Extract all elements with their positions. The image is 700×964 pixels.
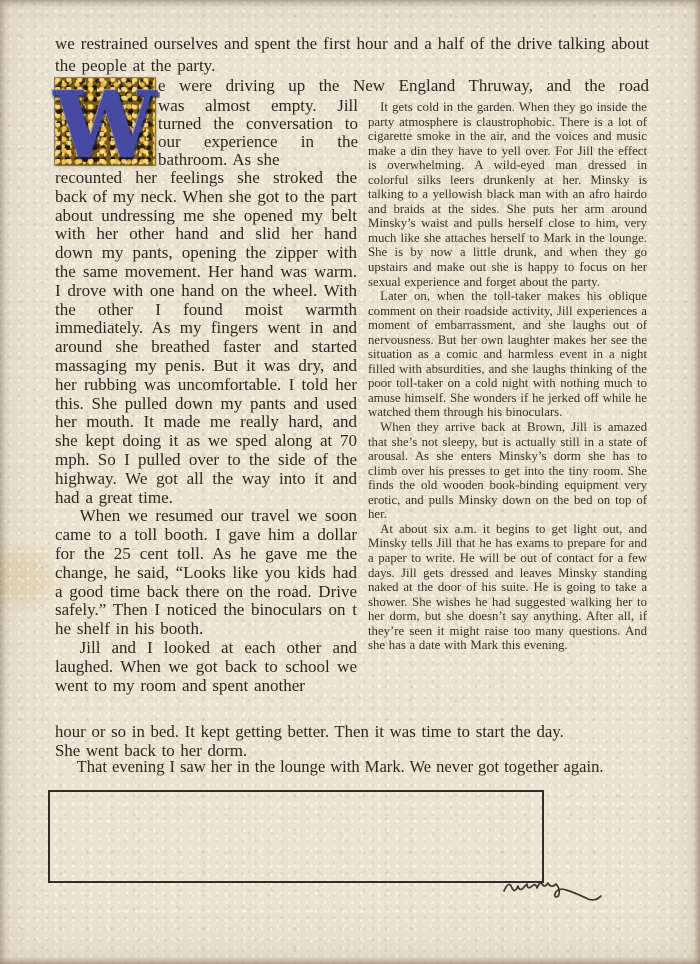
text-beside-dropcap: was almost empty. Jill turned the conversation to our experience in the bathroom. As she: [158, 96, 358, 169]
dropcap-letter-w: W: [53, 70, 157, 179]
right-column: [368, 100, 647, 653]
empty-caption-box: [48, 790, 544, 883]
left-paragraph: When we resumed our travel we soon came to a toll booth. I gave him a dollar for the 25 cent toll. As he gave me the change, he said, “Looks like you kids had a good time back there on the road. Drive safely.” Then I noticed the binoculars on t he shelf in his booth.: [55, 506, 357, 639]
right-paragraph: When they arrive back at Brown, Jill is amazed that she’s not sleepy, but is actually still in a state of arousal. As she enters Minsky’s dorm she has to climb over his presses to get into the tiny room. She finds the old wooden book-binding equipment very erotic, and pulls Minsky down on the bed on top of her.: [368, 420, 647, 522]
right-paragraph: It gets cold in the garden. When they go inside the party atmosphere is claustrophobic. There is a lot of cigarette smoke in the air, and the voices and music make a din they have to yell over. For Jill the effect is overwhelming. A wild-eyed man dressed in colorful silks leers drunkenly at her. Minsky is talking to a yellowish black man with an afro hairdo and braids at the sides. She puts her arm around Minsky’s waist and pulls herself close to him, very much like she attaches herself to Mark in the lounge. She is by now a little drunk, and when they go upstairs and make out she is happy to focus on her sexual experience and forget about the party.: [368, 100, 647, 289]
intro-paragraph: we restrained ourselves and spent the first hour and a half of the drive talking about the people at the party.: [55, 34, 649, 75]
left-column: [55, 169, 357, 695]
signature-scrawl: [498, 871, 618, 913]
closing-line: That evening I saw her in the lounge with Mark. We never got together again.: [76, 757, 604, 776]
left-paragraph: Jill and I looked at each other and laughed. When we got back to school we went to my room and spent another: [55, 637, 357, 695]
right-paragraph: Later on, when the toll-taker makes his oblique comment on their roadside activity, Jill experiences a moment of embarrassment, and she laughs out of nervousness. But her own laughter makes her see the situation as a comic and harmless event in a night filled with absurdities, and she laughs thinking of the poor toll-taker on a cold night with nothing much to amuse himself. She wonders if he jerked off while he watched them through his binoculars.: [368, 289, 647, 420]
left-paragraph: recounted her feelings she stroked the back of my neck. When she got to the part about undressing me she opened my belt with her other hand and slid her hand down my pants, opening the zipper with the same movement. Her hand was warm. I drove with one hand on the wheel. With the other I found moist warmth immediately. As my fingers went in and around she breathed faster and started massaging my penis. But it was dry, and her rubbing was uncomfortable. I told her this. She pulled down my pants and used her mouth. It made me really hard, and she kept doing it as we sped along at 70 mph. So I pulled over to the side of the highway. We got all the way into it and had a great time.: [55, 168, 357, 507]
bottom-line: hour or so in bed. It kept getting better. Then it was time to start the day.: [55, 722, 564, 741]
opening-line: e were driving up the New England Thruway, and the road: [158, 76, 649, 95]
bottom-line: She went back to her dorm.: [55, 741, 248, 760]
illuminated-dropcap: [53, 70, 157, 179]
right-paragraph: At about six a.m. it begins to get light out, and Minsky tells Jill that he has exams to prepare for and a paper to write. He will be out of contact for a few days. Jill gets dressed and leaves Minsky standing naked at the door of his suite. He is going to take a shower. She wishes he had suggested walking her to her dorm, but she doesn’t say anything. After all, if they’re seen it might raise too many questions. And she has a date with Mark this evening.: [368, 521, 647, 653]
